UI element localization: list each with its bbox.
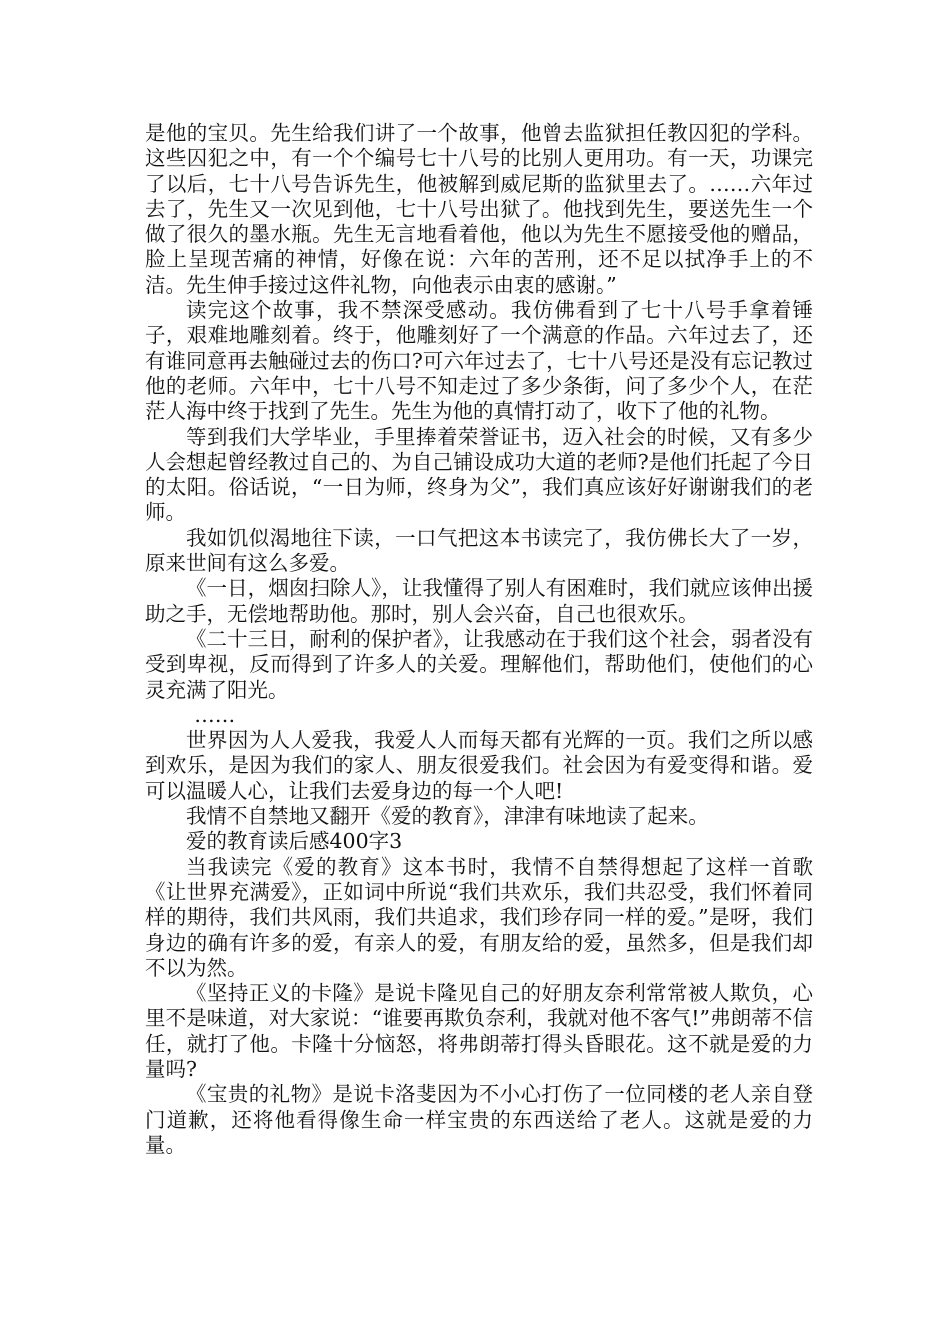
paragraph-4: 我如饥似渴地往下读，一口气把这本书读完了，我仿佛长大了一岁，原来世间有这么多爱。 xyxy=(145,525,813,576)
paragraph-9: 当我读完《爱的教育》这本书时，我情不自禁得想起了这样一首歌《让世界充满爱》，正如词中所说“我们共欢乐，我们共忍受，我们怀着同样的期待，我们共风雨，我们共追求，我们珍存同一样的爱。”是呀，我们身边的确有许多的爱，有亲人的爱，有朋友给的爱，虽然多，但是我们却不以为然。 xyxy=(145,854,813,980)
paragraph-3: 等到我们大学毕业，手里捧着荣誉证书，迈入社会的时候，又有多少人会想起曾经教过自己的、为自己铺设成功大道的老师?是他们托起了今日的太阳。俗话说，“一日为师，终身为父”，我们真应该好好谢谢我们的老师。 xyxy=(145,424,813,525)
paragraph-10: 《坚持正义的卡隆》是说卡隆见自己的好朋友奈利常常被人欺负，心里不是味道，对大家说：“谁要再欺负奈利，我就对他不客气!”弗朗蒂不信任，就打了他。卡隆十分恼怒，将弗朗蒂打得头昏眼花。这不就是爱的力量吗? xyxy=(145,981,813,1081)
paragraph-2: 读完这个故事，我不禁深受感动。我仿佛看到了七十八号手拿着锤子，艰难地雕刻着。终于，他雕刻好了一个满意的作品。六年过去了，还有谁同意再去触碰过去的伤口?可六年过去了，七十八号还是没有忘记教过他的老师。六年中，七十八号不知走过了多少条街，问了多少个人，在茫茫人海中终于找到了先生。先生为他的真情打动了，收下了他的礼物。 xyxy=(145,298,813,424)
paragraph-1: 是他的宝贝。先生给我们讲了一个故事，他曾去监狱担任教囚犯的学科。这些囚犯之中，有一个个编号七十八号的比别人更用功。有一天，功课完了以后，七十八号告诉先生，他被解到威尼斯的监狱里去了。……六年过去了，先生又一次见到他，七十八号出狱了。他找到先生，要送先生一个做了很久的墨水瓶。先生无言地看着他，他以为先生不愿接受他的赠品，脸上呈现苦痛的神情，好像在说：六年的苦刑，还不足以拭净手上的不洁。先生伸手接过这件礼物，向他表示由衷的感谢。” xyxy=(145,121,813,297)
paragraph-6: 《二十三日，耐利的保护者》，让我感动在于我们这个社会，弱者没有受到卑视，反而得到了许多人的关爱。理解他们，帮助他们，使他们的心灵充满了阳光。 xyxy=(145,626,813,702)
paragraph-8: 我情不自禁地又翻开《爱的教育》，津津有味地读了起来。 xyxy=(186,804,709,829)
paragraph-11: 《宝贵的礼物》是说卡洛斐因为不小心打伤了一位同楼的老人亲自登门道歉，还将他看得像生命一样宝贵的东西送给了老人。这就是爱的力量。 xyxy=(145,1082,813,1157)
paragraph-7: 世界因为人人爱我，我爱人人而每天都有光辉的一页。我们之所以感到欢乐，是因为我们的家人、朋友很爱我们。社会因为有爱变得和谐。爱可以温暖人心，让我们去爱身边的每一个人吧! xyxy=(145,728,813,803)
paragraph-5: 《一日，烟囱扫除人》，让我懂得了别人有困难时，我们就应该伸出援助之手，无偿地帮助他。那时，别人会兴奋，自己也很欢乐。 xyxy=(145,576,813,626)
section-heading: 爱的教育读后感400字3 xyxy=(186,829,403,854)
document-body xyxy=(145,121,813,1158)
ellipsis-line: …… xyxy=(194,702,236,727)
